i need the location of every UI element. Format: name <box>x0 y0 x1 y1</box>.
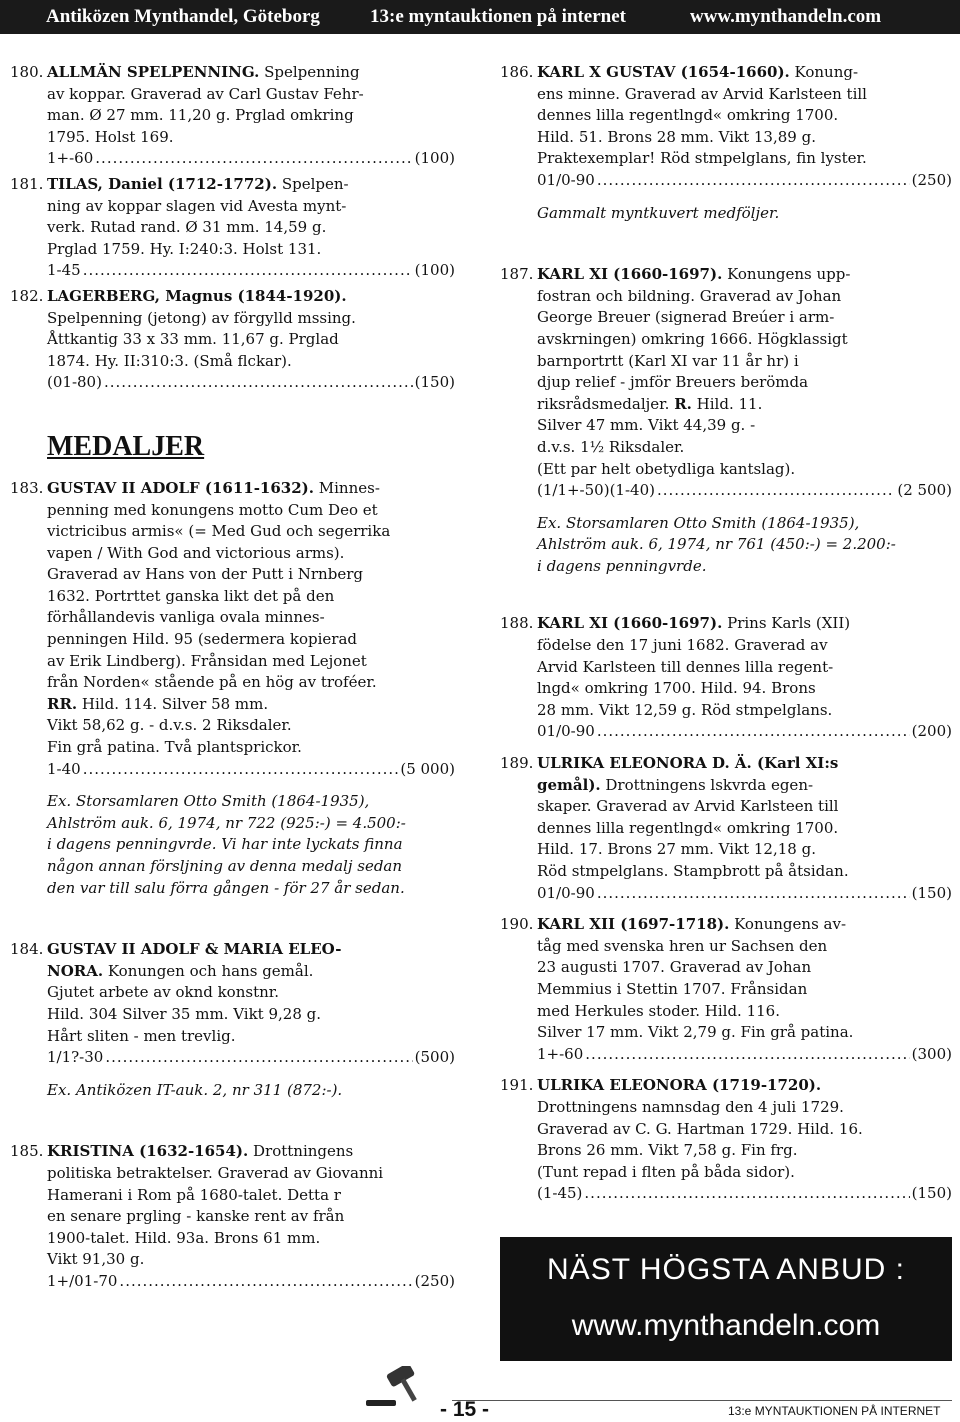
provenance-line: i dagens penningvrde. Vi har inte lyckats finna <box>47 835 403 854</box>
lot-text: Hårt sliten - men trevlig. <box>47 1026 236 1045</box>
lot-text: Prglad 1759. Hy. I:240:3. Holst 131. <box>47 239 322 258</box>
lot-entry <box>500 753 952 904</box>
footer-rule <box>452 1400 952 1401</box>
lot-text-line <box>47 239 455 261</box>
lot-text: Röd stmpelglans. Stampbrott på åtsidan. <box>537 862 849 880</box>
lot-text: av koppar. Graverad av Carl Gustav Fehr- <box>47 84 364 103</box>
lot-estimate: (150) <box>911 1184 952 1203</box>
lot-title: TILAS, Daniel (1712-1772). <box>47 174 278 193</box>
lot-text: Fin grå patina. Två plantsprickor. <box>47 738 302 757</box>
lot-text: Drottningens lskvrda egen- <box>600 775 814 794</box>
grade-price-line <box>47 372 455 394</box>
provenance-note <box>537 513 952 578</box>
lot-text: födelse den 17 juni 1682. Graverad av <box>537 636 828 655</box>
lot-text: riksrådsmedaljer. <box>537 394 675 413</box>
lot-text-line <box>537 1097 952 1119</box>
lot-title: KARL XII (1697-1718). <box>537 915 730 934</box>
lot-text: (Ett par helt obetydliga kantslag). <box>537 459 796 478</box>
lot-text-line <box>537 127 952 149</box>
lot-text: ens minne. Graverad av Arvid Karlsteen till <box>537 84 867 103</box>
lot-text-line <box>537 105 952 127</box>
lot-text: Prins Karls (XII) <box>722 614 851 633</box>
lot-entry <box>10 939 455 1101</box>
lot-text-line <box>537 613 952 635</box>
lot-entry <box>500 62 952 224</box>
lot-text: Brons 26 mm. Vikt 7,58 g. Fin frg. <box>537 1141 798 1160</box>
lot-title: ULRIKA ELEONORA D. Ä. (Karl XI:s <box>537 754 839 773</box>
lot-estimate: (100) <box>414 149 455 168</box>
lot-text: George Breuer (signerad Breúer i arm- <box>537 308 835 327</box>
lot-estimate: (300) <box>911 1044 952 1063</box>
lot-text-line <box>47 1004 455 1026</box>
header-website: www.mynthandeln.com <box>690 6 882 27</box>
lot-text: Hild. 114. Silver 58 mm. <box>77 694 269 713</box>
lot-text-line <box>47 737 455 759</box>
leader-dots <box>104 372 413 394</box>
lot-text-line <box>537 62 952 84</box>
lot-text: 23 augusti 1707. Graverad av Johan <box>537 958 812 977</box>
lot-text-line <box>47 694 455 716</box>
lot-text-line <box>47 1228 455 1250</box>
lot-text: Hamerani i Rom på 1680-talet. Detta r <box>47 1185 341 1204</box>
grade-price-line <box>47 260 455 282</box>
lot-text: 28 mm. Vikt 12,59 g. Röd stmpelglans. <box>537 700 833 719</box>
lot-text: Vikt 91,30 g. <box>47 1250 145 1269</box>
lot-text-line <box>537 415 952 437</box>
lot-text-line <box>47 1249 455 1271</box>
lot-text-line <box>47 961 455 983</box>
lot-text: Minnes- <box>314 478 380 497</box>
lot-grade: (1-45) <box>537 1184 583 1203</box>
lot-text-line <box>537 372 952 394</box>
lot-text-line <box>47 607 455 629</box>
lot-text-line <box>537 307 952 329</box>
lot-text: Konungens av- <box>729 915 847 934</box>
lot-text: Hild. 51. Brons 28 mm. Vikt 13,89 g. <box>537 127 816 146</box>
lot-grade: 01/0-90 <box>537 722 595 741</box>
lot-text-line <box>537 459 952 481</box>
lot-text: Silver 17 mm. Vikt 2,79 g. Fin grå patina. <box>537 1023 854 1042</box>
lot-text: skaper. Graverad av Arvid Karlsteen till <box>537 797 839 816</box>
lot-text: barnportrtt (Karl XI var 11 år hr) i <box>537 351 799 370</box>
gavel-icon <box>360 1366 440 1410</box>
lot-text-line <box>47 196 455 218</box>
footer-auction-name: 13:e MYNTAUKTIONEN PÅ INTERNET <box>728 1404 941 1418</box>
lot-text-line <box>537 775 952 797</box>
lot-text: Hild. 17. Brons 27 mm. Vikt 12,18 g. <box>537 840 816 859</box>
lot-number: 183. <box>10 478 44 497</box>
lot-text-line <box>47 1026 455 1048</box>
lot-text: fostran och bildning. Graverad av Johan <box>537 286 842 305</box>
header-auction: 13:e myntauktionen på internet <box>370 6 626 27</box>
lot-text-line <box>537 84 952 106</box>
leader-dots <box>119 1271 412 1293</box>
provenance-line: i dagens penningvrde. <box>537 556 707 575</box>
leader-dots <box>597 721 910 743</box>
banner-heading: NÄST HÖGSTA ANBUD : <box>547 1253 905 1286</box>
lot-text: politiska betraktelser. Graverad av Giovanni <box>47 1163 384 1182</box>
lot-number: 187. <box>500 265 534 284</box>
lot-number: 186. <box>500 63 534 81</box>
lot-title: gemål). <box>537 775 601 794</box>
lot-text: Spelpenning (jetong) av förgylld mssing. <box>47 308 356 327</box>
lot-title: RR. <box>47 694 78 713</box>
lot-text-line <box>537 753 952 775</box>
lot-text-line <box>537 437 952 459</box>
lot-estimate: (500) <box>414 1048 455 1067</box>
rarity-mark: R. <box>674 394 692 413</box>
lot-text-line <box>537 914 952 936</box>
lot-text: Graverad av C. G. Hartman 1729. Hild. 16. <box>537 1119 863 1138</box>
lot-estimate: (250) <box>911 170 952 189</box>
lot-text-line <box>47 521 455 543</box>
provenance-line: Ahlström auk. 6, 1974, nr 761 (450:-) = 2.200:- <box>537 535 896 554</box>
lot-text-line <box>47 286 455 308</box>
lot-text-line <box>537 1162 952 1184</box>
lot-text: (Tunt repad i flten på båda sidor). <box>537 1162 795 1181</box>
lot-text-line <box>537 1140 952 1162</box>
lot-number: 189. <box>500 754 534 773</box>
lot-text: 1632. Portrttet ganska likt det på den <box>47 586 335 605</box>
lot-text-line <box>537 1075 952 1097</box>
lot-grade: 1+-60 <box>47 149 94 168</box>
provenance-line: Ex. Antiközen IT-auk. 2, nr 311 (872:-). <box>47 1080 343 1099</box>
lot-grade: 01/0-90 <box>537 883 595 902</box>
lot-number: 182. <box>10 286 44 305</box>
lot-grade: 1/1?-30 <box>47 1048 104 1067</box>
lot-number: 185. <box>10 1142 44 1161</box>
leader-dots <box>585 1044 909 1066</box>
lot-text-line <box>47 329 455 351</box>
lot-title: GUSTAV II ADOLF (1611-1632). <box>47 478 314 497</box>
lot-text: Konungens upp- <box>722 265 851 284</box>
lot-number: 190. <box>500 915 534 934</box>
provenance-line: Ahlström auk. 6, 1974, nr 722 (925:-) = 4.500:- <box>47 813 406 832</box>
lot-text-line <box>47 629 455 651</box>
grade-price-line <box>47 1047 455 1069</box>
provenance-note <box>47 791 455 899</box>
lot-grade: 1-45 <box>47 261 81 280</box>
lot-text-line <box>47 62 455 84</box>
lot-entry <box>10 286 455 394</box>
lot-text: tåg med svenska hren ur Sachsen den <box>537 936 828 955</box>
lot-text-line <box>537 1001 952 1023</box>
right-lots <box>500 62 952 1205</box>
lot-number: 184. <box>10 940 44 959</box>
lot-text-line <box>47 1163 455 1185</box>
lot-text: ning av koppar slagen vid Avesta mynt- <box>47 196 347 215</box>
lot-text-line <box>47 1185 455 1207</box>
lot-text-line <box>47 672 455 694</box>
lot-estimate: (100) <box>414 261 455 280</box>
lot-text-line <box>537 861 952 883</box>
lot-text: victricibus armis« (= Med Gud och segerrika <box>47 522 391 541</box>
grade-price-line <box>537 883 952 905</box>
provenance-line: den var till salu förra gången - för 27 år sedan. <box>47 878 405 897</box>
grade-price-line <box>537 1183 952 1205</box>
lot-text: Praktexemplar! Röd stmpelglans, fin lyster. <box>537 149 867 168</box>
lot-text-line <box>537 148 952 170</box>
lot-text-line <box>537 1119 952 1141</box>
provenance-note <box>47 1080 455 1102</box>
lot-text: Hild. 11. <box>691 394 763 413</box>
left-lots-bottom <box>10 478 455 1293</box>
lot-text: dennes lilla regentlngd« omkring 1700. <box>537 106 839 125</box>
lot-text-line <box>47 500 455 522</box>
lot-text: Åttkantig 33 x 33 mm. 11,67 g. Prglad <box>47 330 339 349</box>
lot-text: vapen / With God and victorious arms). <box>47 543 345 562</box>
lot-text: penning med konungens motto Cum Deo et <box>47 500 378 519</box>
lot-text: Vikt 58,62 g. - d.v.s. 2 Riksdaler. <box>47 716 292 735</box>
lot-text-line <box>47 939 455 961</box>
leader-dots <box>584 1183 909 1205</box>
lot-text: lngd« omkring 1700. Hild. 94. Brons <box>537 679 816 698</box>
lot-text-line <box>47 1141 455 1163</box>
lot-text-line <box>537 979 952 1001</box>
lot-title: KRISTINA (1632-1654). <box>47 1142 249 1161</box>
lot-text-line <box>47 1206 455 1228</box>
lot-title: GUSTAV II ADOLF & MARIA ELEO- <box>47 940 342 959</box>
lot-text: dennes lilla regentlngd« omkring 1700. <box>537 818 839 837</box>
lot-grade: (01-80) <box>47 373 102 392</box>
header-company: Antiközen Mynthandel, Göteborg <box>46 6 320 27</box>
lot-title: KARL X GUSTAV (1654-1660). <box>537 63 790 81</box>
lot-text: Spelpenning <box>259 63 360 81</box>
page-header <box>0 0 960 34</box>
lot-estimate: (200) <box>911 722 952 741</box>
lot-text: Silver 47 mm. Vikt 44,39 g. - <box>537 416 756 435</box>
lot-text: man. Ø 27 mm. 11,20 g. Prglad omkring <box>47 106 354 125</box>
lot-text-line <box>47 105 455 127</box>
lot-entry <box>500 613 952 743</box>
provenance-line: Gammalt myntkuvert medföljer. <box>537 203 780 222</box>
lot-text-line <box>537 635 952 657</box>
left-lots-top <box>10 62 455 394</box>
lot-text: Arvid Karlsteen till dennes lilla regent- <box>537 657 834 676</box>
lot-title: ALLMÄN SPELPENNING. <box>47 63 260 81</box>
lot-entry <box>500 914 952 1065</box>
lot-text: 1900-talet. Hild. 93a. Brons 61 mm. <box>47 1228 321 1247</box>
lot-text: Drottningens <box>248 1142 354 1161</box>
lot-text-line <box>47 174 455 196</box>
lot-text-line <box>47 564 455 586</box>
lot-grade: 01/0-90 <box>537 170 595 189</box>
grade-price-line <box>537 721 952 743</box>
lot-number: 180. <box>10 63 44 81</box>
lot-text-line <box>537 351 952 373</box>
lot-text-line <box>47 543 455 565</box>
provenance-line: Ex. Storsamlaren Otto Smith (1864-1935), <box>47 792 370 811</box>
leader-dots <box>657 480 895 502</box>
lot-entry <box>500 264 952 577</box>
lot-text: 1795. Holst 169. <box>47 127 174 146</box>
grade-price-line <box>537 1044 952 1066</box>
lot-text: Graverad av Hans von der Putt i Nrnberg <box>47 565 363 584</box>
lot-title: NORA. <box>47 961 104 980</box>
lot-text: av Erik Lindberg). Frånsidan med Lejonet <box>47 651 367 670</box>
leader-dots <box>597 170 910 192</box>
leader-dots <box>83 260 413 282</box>
left-column <box>10 62 455 1293</box>
lot-text-line <box>47 586 455 608</box>
leader-dots <box>597 883 910 905</box>
lot-text: verk. Rutad rand. Ø 31 mm. 14,59 g. <box>47 218 327 237</box>
lot-title: KARL XI (1660-1697). <box>537 614 723 633</box>
lot-text-line <box>47 651 455 673</box>
lot-text: en senare prgling - kanske rent av från <box>47 1207 345 1226</box>
leader-dots <box>105 1047 412 1069</box>
lot-estimate: (250) <box>414 1271 455 1290</box>
lot-grade: 1+-60 <box>537 1044 584 1063</box>
provenance-line: Ex. Storsamlaren Otto Smith (1864-1935), <box>537 513 860 532</box>
lot-entry <box>10 62 455 170</box>
lot-grade: 1+/01-70 <box>47 1271 118 1290</box>
banner-url: www.mynthandeln.com <box>571 1309 881 1342</box>
lot-text: Drottningens namnsdag den 4 juli 1729. <box>537 1097 844 1116</box>
lot-text-line <box>537 394 952 416</box>
lot-number: 191. <box>500 1076 534 1095</box>
lot-text: från Norden« stående på en hög av troféer. <box>47 673 377 692</box>
lot-title: KARL XI (1660-1697). <box>537 265 723 284</box>
lot-text-line <box>537 936 952 958</box>
lot-text: avskrningen) omkring 1666. Högklassigt <box>537 329 848 348</box>
lot-entry <box>500 1075 952 1205</box>
lot-text-line <box>47 478 455 500</box>
lot-title: LAGERBERG, Magnus (1844-1920). <box>47 286 347 305</box>
lot-text-line <box>47 308 455 330</box>
grade-price-line <box>47 759 455 781</box>
lot-text: Konung- <box>789 63 859 81</box>
lot-text-line <box>47 982 455 1004</box>
lot-text: Spelpen- <box>277 174 349 193</box>
lot-text-line <box>537 286 952 308</box>
lot-text-line <box>537 700 952 722</box>
grade-price-line <box>47 148 455 170</box>
lot-text-line <box>537 264 952 286</box>
lot-number: 181. <box>10 174 44 193</box>
provenance-line: någon annan försljning av denna medalj sedan <box>47 857 403 875</box>
lot-grade: 1-40 <box>47 759 81 778</box>
lot-text-line <box>537 678 952 700</box>
grade-price-line <box>47 1271 455 1293</box>
lot-entry <box>10 478 455 899</box>
section-title-medaljer: MEDALJER <box>47 430 205 462</box>
lot-text: Hild. 304 Silver 35 mm. Vikt 9,28 g. <box>47 1004 321 1023</box>
leader-dots <box>83 759 399 781</box>
lot-text-line <box>537 818 952 840</box>
lot-title: ULRIKA ELEONORA (1719-1720). <box>537 1076 822 1095</box>
right-column <box>500 62 952 1205</box>
lot-number: 188. <box>500 614 534 633</box>
lot-text: med Herkules stoder. Hild. 116. <box>537 1001 780 1020</box>
lot-estimate: (150) <box>414 373 455 392</box>
lot-entry <box>10 1141 455 1292</box>
lot-text: 1874. Hy. II:310:3. (Små flckar). <box>47 351 292 370</box>
lot-text: förhållandevis vanliga ovala minnes- <box>47 608 325 627</box>
lot-text-line <box>47 715 455 737</box>
lot-text: d.v.s. 1½ Riksdaler. <box>537 437 685 456</box>
lot-text-line <box>537 329 952 351</box>
grade-price-line <box>537 480 952 502</box>
lot-text: Memmius i Stettin 1707. Frånsidan <box>537 979 808 998</box>
lot-text-line <box>47 127 455 149</box>
lot-text-line <box>47 84 455 106</box>
lot-estimate: (2 500) <box>897 481 952 500</box>
lot-text-line <box>47 217 455 239</box>
lot-grade: (1/1+-50)(1-40) <box>537 481 655 500</box>
lot-text-line <box>537 1022 952 1044</box>
provenance-note <box>537 203 952 225</box>
lot-text: djup relief - jmför Breuers berömda <box>537 373 809 392</box>
lot-text: Gjutet arbete av oknd konstnr. <box>47 983 280 1002</box>
lot-text-line <box>537 839 952 861</box>
lot-text-line <box>537 657 952 679</box>
lot-estimate: (5 000) <box>400 759 455 778</box>
lot-text-line <box>537 796 952 818</box>
leader-dots <box>95 148 412 170</box>
lot-text: Konungen och hans gemål. <box>103 961 314 980</box>
next-highest-bid-banner[interactable] <box>500 1237 952 1361</box>
lot-text: penningen Hild. 95 (sedermera kopierad <box>47 630 358 649</box>
lot-text-line <box>47 351 455 373</box>
page-number: - 15 - <box>440 1398 490 1421</box>
grade-price-line <box>537 170 952 192</box>
lot-entry <box>10 174 455 282</box>
lot-text-line <box>537 957 952 979</box>
lot-estimate: (150) <box>911 883 952 902</box>
